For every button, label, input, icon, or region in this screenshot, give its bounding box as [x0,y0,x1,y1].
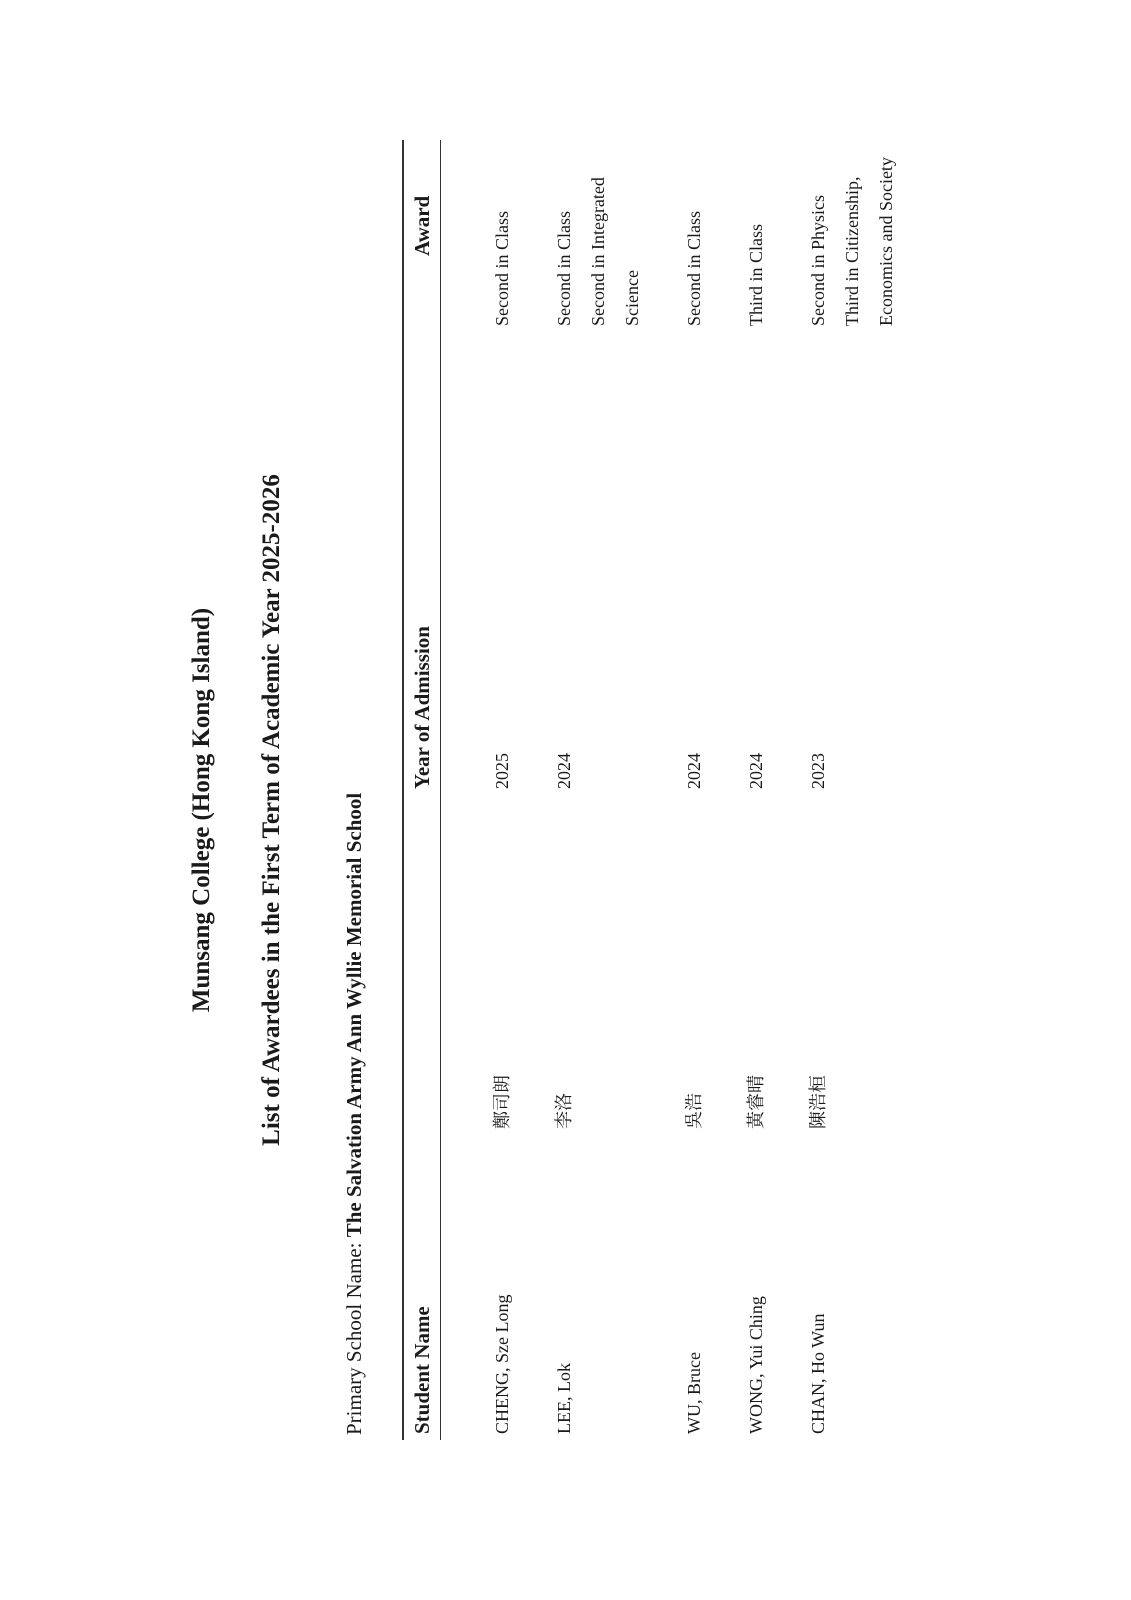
year-of-admission: 2024 [684,753,704,789]
year-of-admission: 2024 [746,753,766,789]
year-of-admission: 2024 [554,753,574,789]
header-spacer [403,789,441,1129]
year-of-admission: 2023 [808,753,828,789]
award-item: Second in Class [492,211,512,327]
table-row [441,140,520,1440]
primary-school-value: The Salvation Army Ann Wyllie Memorial School [342,792,366,1238]
award-item: Second in Physics [808,195,828,327]
table-row [519,140,649,1440]
award-item: Second in Integrated Science [588,177,642,327]
award-list [485,140,519,626]
student-name-zh: 李洛 [554,1093,574,1129]
student-name-zh: 黃睿晴 [746,1075,766,1129]
awards-table-body [441,140,904,1440]
table-row [711,140,773,1440]
list-title: List of Awardees in the First Term of Academic Year 2025-2026 [258,474,285,1146]
award-list [547,140,649,626]
student-name-en: LEE, Lok [554,1363,574,1434]
student-name-en: CHENG, Sze Long [492,1294,512,1434]
primary-school-label: Primary School Name: [342,1242,366,1435]
header-award: Award [409,195,434,257]
table-header-row [403,140,441,1440]
award-list [801,140,903,626]
student-name-zh: 鄭司朗 [492,1075,512,1129]
student-name-zh: 陳浩桓 [808,1075,828,1129]
student-name-zh: 吳浩 [684,1093,704,1129]
table-row [649,140,711,1440]
primary-school-line [342,793,367,1435]
table-row [773,140,903,1440]
header-year-of-admission: Year of Admission [409,626,434,789]
award-item: Third in Class [746,224,766,327]
awards-table [402,140,903,1440]
award-item: Second in Class [554,211,574,327]
header-student-name: Student Name [409,1306,434,1434]
student-name-en: WU, Bruce [684,1352,704,1434]
award-item: Second in Class [684,211,704,327]
college-title: Munsang College (Hong Kong Island) [188,607,215,1013]
award-list [677,140,711,626]
year-of-admission: 2025 [492,753,512,789]
award-item: Third in Citizenship, Economics and Society [842,157,896,327]
student-name-en: WONG, Yui Ching [746,1296,766,1434]
award-list [739,140,773,626]
student-name-en: CHAN, Ho Wun [808,1313,828,1434]
